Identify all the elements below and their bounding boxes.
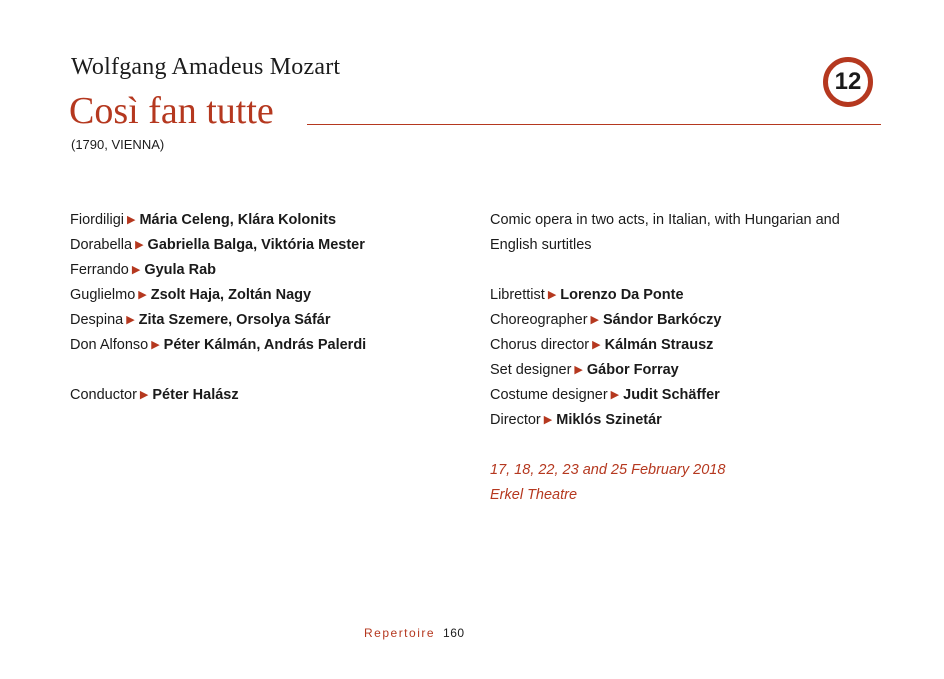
triangle-right-icon: ▶ <box>610 389 620 401</box>
badge-number: 12 <box>834 68 862 95</box>
team-row-director <box>490 408 890 433</box>
role-label: Librettist <box>490 287 545 303</box>
performer-names: Zita Szemere, Orsolya Sáfár <box>138 312 331 328</box>
performer-names: Péter Kálmán, András Palerdi <box>163 337 367 353</box>
team-member-name: Miklós Szinetár <box>556 412 662 428</box>
cast-row-ferrando <box>70 258 460 283</box>
team-row-set-designer <box>490 358 890 383</box>
triangle-right-icon: ▶ <box>574 364 583 376</box>
performer-names: Gyula Rab <box>144 262 217 278</box>
page-number: 160 <box>443 626 465 640</box>
role-label: Despina <box>70 312 124 328</box>
team-member-name: Judit Schäffer <box>623 387 720 403</box>
triangle-right-icon: ▶ <box>151 339 160 351</box>
cast-row-don-alfonso <box>70 333 460 358</box>
performance-venue: Erkel Theatre <box>490 487 578 503</box>
triangle-right-icon: ▶ <box>139 389 149 401</box>
performer-names: Péter Halász <box>152 387 239 403</box>
role-label: Set designer <box>490 362 572 378</box>
spacer <box>490 433 890 458</box>
performance-info <box>490 458 890 508</box>
performer-names: Zsolt Haja, Zoltán Nagy <box>150 287 312 303</box>
team-member-name: Lorenzo Da Ponte <box>560 287 684 303</box>
triangle-right-icon: ▶ <box>127 214 136 226</box>
team-row-choreographer <box>490 308 890 333</box>
description-line: Comic opera in two acts, in Italian, with Hungarian and <box>490 212 840 228</box>
triangle-right-icon: ▶ <box>138 289 147 301</box>
cast-row-fiordiligi <box>70 208 460 233</box>
role-label: Dorabella <box>70 237 133 253</box>
role-label: Choreographer <box>490 312 588 328</box>
team-row-costume-designer <box>490 383 890 408</box>
composer-name: Wolfgang Amadeus Mozart <box>71 54 341 80</box>
role-label: Costume designer <box>490 387 608 403</box>
number-badge <box>823 57 873 107</box>
page-title: Così fan tutte <box>69 90 274 132</box>
team-row-librettist <box>490 283 890 308</box>
cast-row-dorabella <box>70 233 460 258</box>
team-row-chorus-director <box>490 333 890 358</box>
cast-row-despina <box>70 308 460 333</box>
role-label: Don Alfonso <box>70 337 149 353</box>
role-label: Chorus director <box>490 337 590 353</box>
page-footer <box>364 626 465 640</box>
cast-row-guglielmo <box>70 283 460 308</box>
triangle-right-icon: ▶ <box>592 339 601 351</box>
title-divider <box>307 124 881 125</box>
conductor-row <box>70 383 460 408</box>
spacer <box>490 258 890 283</box>
cast-column <box>70 208 460 408</box>
details-column <box>490 208 890 508</box>
triangle-right-icon: ▶ <box>131 264 141 276</box>
triangle-right-icon: ▶ <box>543 414 553 426</box>
triangle-right-icon: ▶ <box>126 314 135 326</box>
role-label: Director <box>490 412 541 428</box>
opera-description <box>490 208 890 258</box>
role-label: Guglielmo <box>70 287 136 303</box>
role-label: Ferrando <box>70 262 129 278</box>
triangle-right-icon: ▶ <box>590 314 600 326</box>
team-member-name: Sándor Barkóczy <box>603 312 722 328</box>
role-label: Fiordiligi <box>70 212 124 228</box>
role-label: Conductor <box>70 387 137 403</box>
performer-names: Mária Celeng, Klára Kolonits <box>139 212 337 228</box>
team-member-name: Gábor Forray <box>586 362 679 378</box>
description-line: English surtitles <box>490 237 592 253</box>
premiere-info: (1790, VIENNA) <box>71 137 165 152</box>
performance-dates: 17, 18, 22, 23 and 25 February 2018 <box>490 462 726 478</box>
spacer <box>70 358 460 383</box>
team-member-name: Kálmán Strausz <box>604 337 714 353</box>
performer-names: Gabriella Balga, Viktória Mester <box>147 237 365 253</box>
triangle-right-icon: ▶ <box>547 289 557 301</box>
section-label: Repertoire <box>364 626 436 640</box>
triangle-right-icon: ▶ <box>135 239 144 251</box>
